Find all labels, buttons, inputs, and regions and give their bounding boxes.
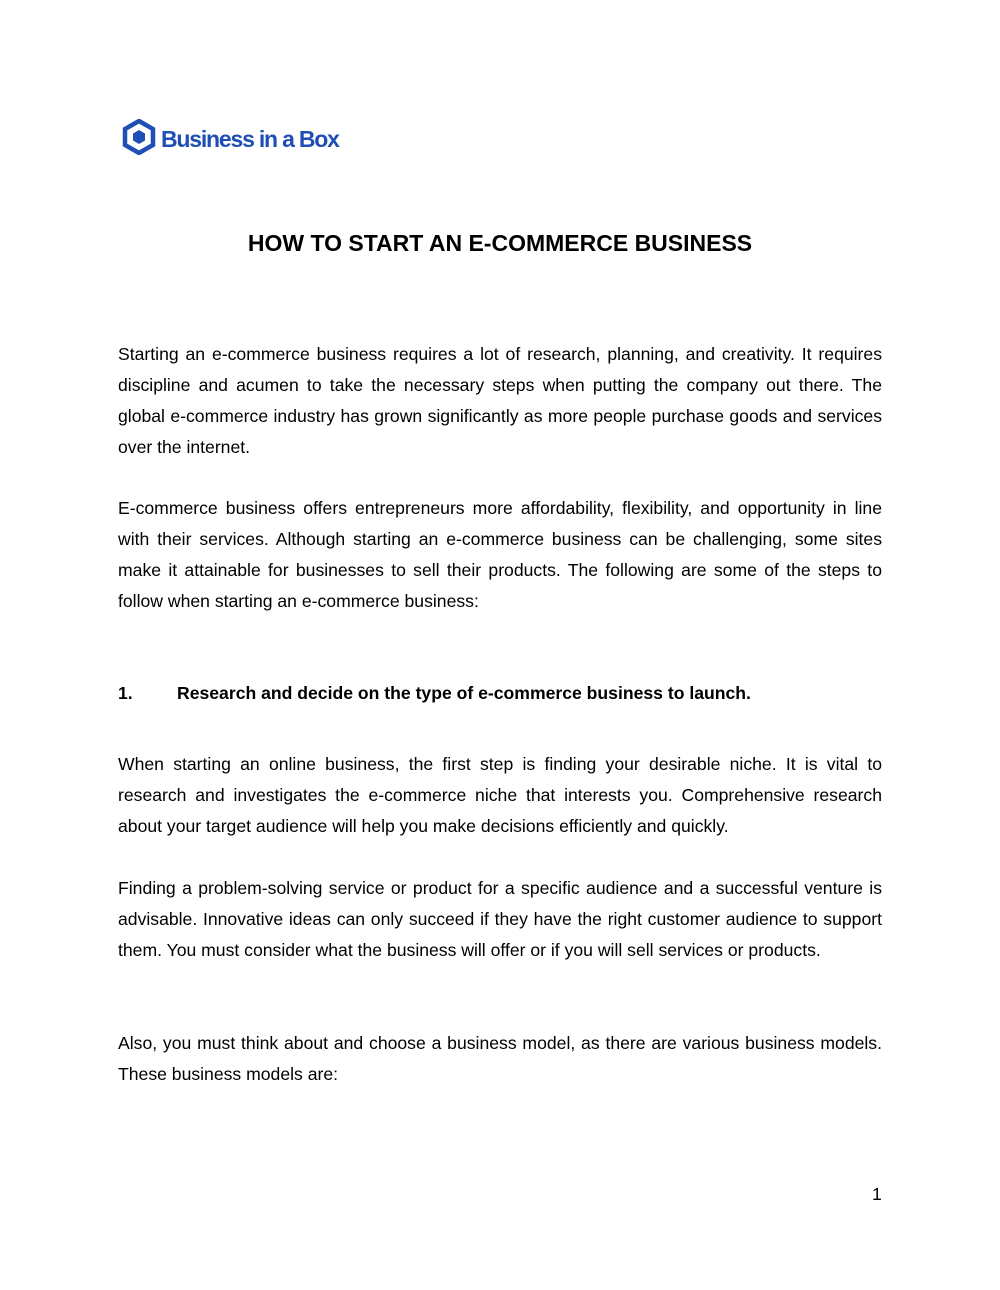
section-heading-1 (118, 679, 751, 707)
intro-paragraph-2: E-commerce business offers entrepreneurs more affordability, flexibility, and opportunity in line with their services. Although starting an e-commerce business can be challenging, some sites make it attainable for businesses to sell their products. The following are some of the steps to follow when starting an e-commerce business: (118, 498, 882, 611)
intro-paragraph-1: Starting an e-commerce business requires a lot of research, planning, and creativity. It requires discipline and acumen to take the necessary steps when putting the company out there. The global e-commerce industry has grown significantly as more people purchase goods and services over the internet. (118, 344, 882, 457)
document-title: HOW TO START AN E-COMMERCE BUSINESS (247, 230, 753, 256)
hexagon-cube-icon (122, 119, 156, 160)
page-number: 1 (872, 1184, 882, 1204)
logo-text: Business in a Box (161, 126, 339, 152)
section-heading-text: Research and decide on the type of e-commerce business to launch. (177, 683, 751, 703)
section-paragraph-2: Finding a problem-solving service or product for a specific audience and a successful venture is advisable. Innovative ideas can only succeed if they have the right customer audience to support them. You must consider what the business will offer or if you will sell services or products. (118, 878, 882, 960)
section-paragraph-1: When starting an online business, the first step is finding your desirable niche. It is vital to research and investigates the e-commerce niche that interests you. Comprehensive research about your target audience will help you make decisions efficiently and quickly. (118, 754, 882, 836)
section-number: 1. (118, 683, 133, 703)
section-paragraph-3: Also, you must think about and choose a business model, as there are various business models. These business models are: (118, 1033, 882, 1084)
logo (122, 119, 339, 160)
